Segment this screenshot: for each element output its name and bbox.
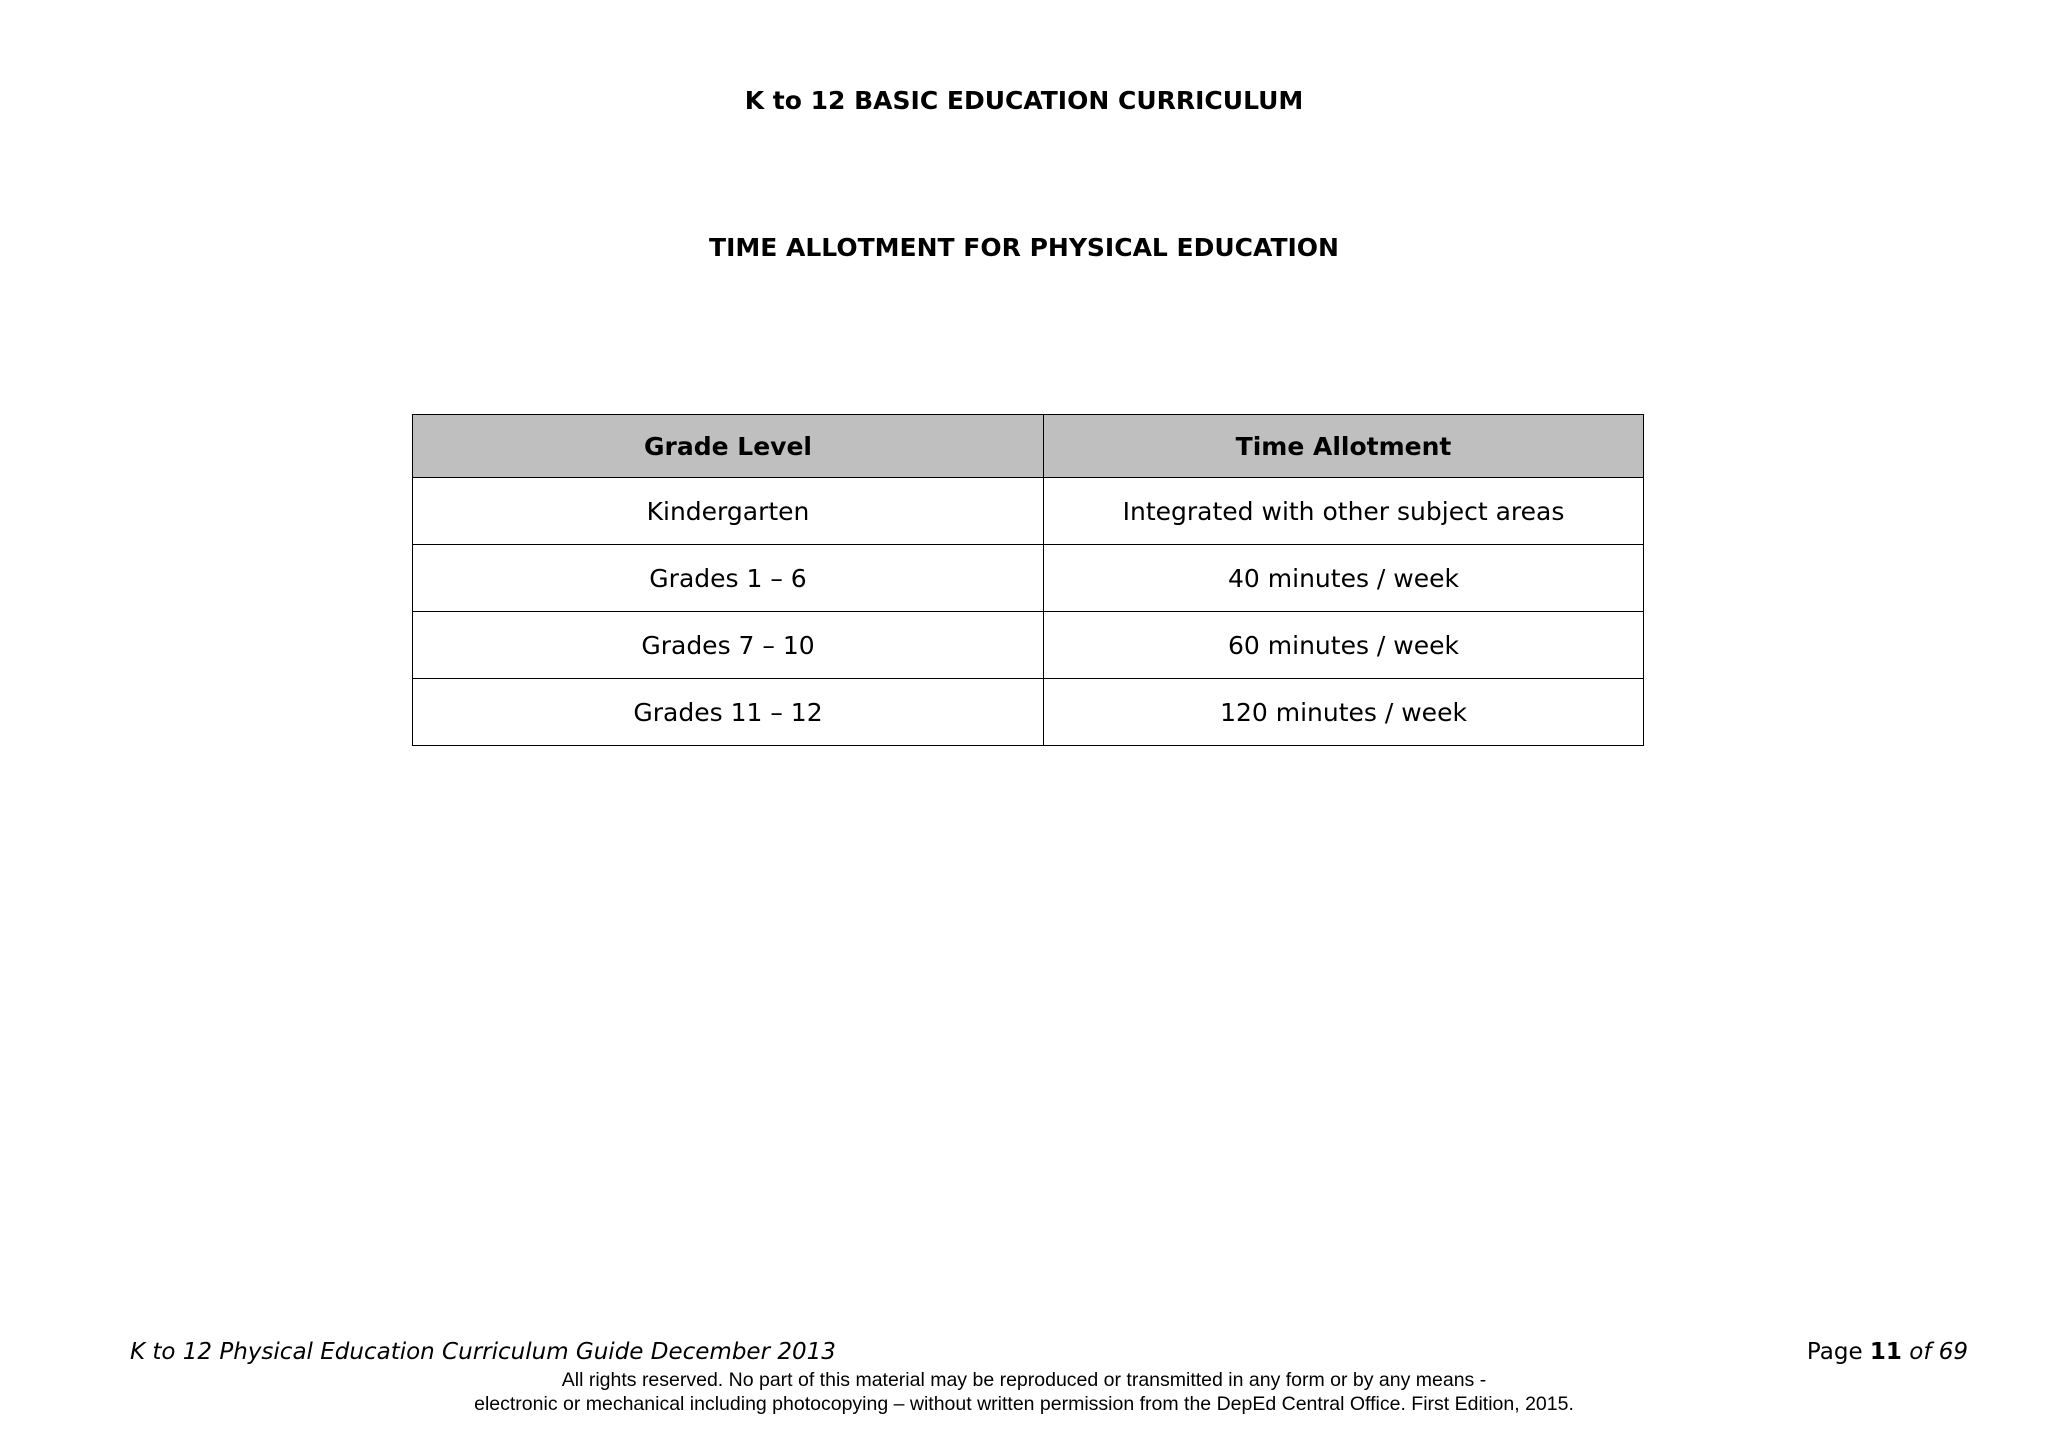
time-allotment-table xyxy=(412,414,1644,746)
page-title: TIME ALLOTMENT FOR PHYSICAL EDUCATION xyxy=(709,233,1339,262)
time-allotment-cell: 120 minutes / week xyxy=(1044,679,1644,746)
table-header-row xyxy=(413,415,1644,478)
time-allotment-cell: Integrated with other subject areas xyxy=(1044,478,1644,545)
table-row xyxy=(413,478,1644,545)
footer-guide-title: K to 12 Physical Education Curriculum Guide December 2013 xyxy=(130,1339,836,1365)
time-allotment-cell: 40 minutes / week xyxy=(1044,545,1644,612)
grade-level-cell: Grades 1 – 6 xyxy=(413,545,1044,612)
page-prefix: Page xyxy=(1806,1339,1863,1365)
copyright-line-2: electronic or mechanical including photocopying – without written permission from the DepEd Central Office. First Edition, 2015. xyxy=(474,1393,1574,1415)
time-allotment-cell: 60 minutes / week xyxy=(1044,612,1644,679)
table-row xyxy=(413,612,1644,679)
table-row xyxy=(413,545,1644,612)
page-number xyxy=(1807,1339,1968,1365)
page-total: of 69 xyxy=(1909,1339,1968,1365)
grade-level-cell: Kindergarten xyxy=(413,478,1044,545)
document-header: K to 12 BASIC EDUCATION CURRICULUM xyxy=(744,86,1304,115)
page-current: 11 xyxy=(1869,1339,1902,1365)
copyright-notice xyxy=(0,1368,2048,1416)
grade-level-cell: Grades 11 – 12 xyxy=(413,679,1044,746)
column-header-grade-level: Grade Level xyxy=(413,415,1044,478)
column-header-time-allotment: Time Allotment xyxy=(1044,415,1644,478)
copyright-line-1: All rights reserved. No part of this material may be reproduced or transmitted in any form or by any means - xyxy=(561,1369,1487,1391)
grade-level-cell: Grades 7 – 10 xyxy=(413,612,1044,679)
table-row xyxy=(413,679,1644,746)
